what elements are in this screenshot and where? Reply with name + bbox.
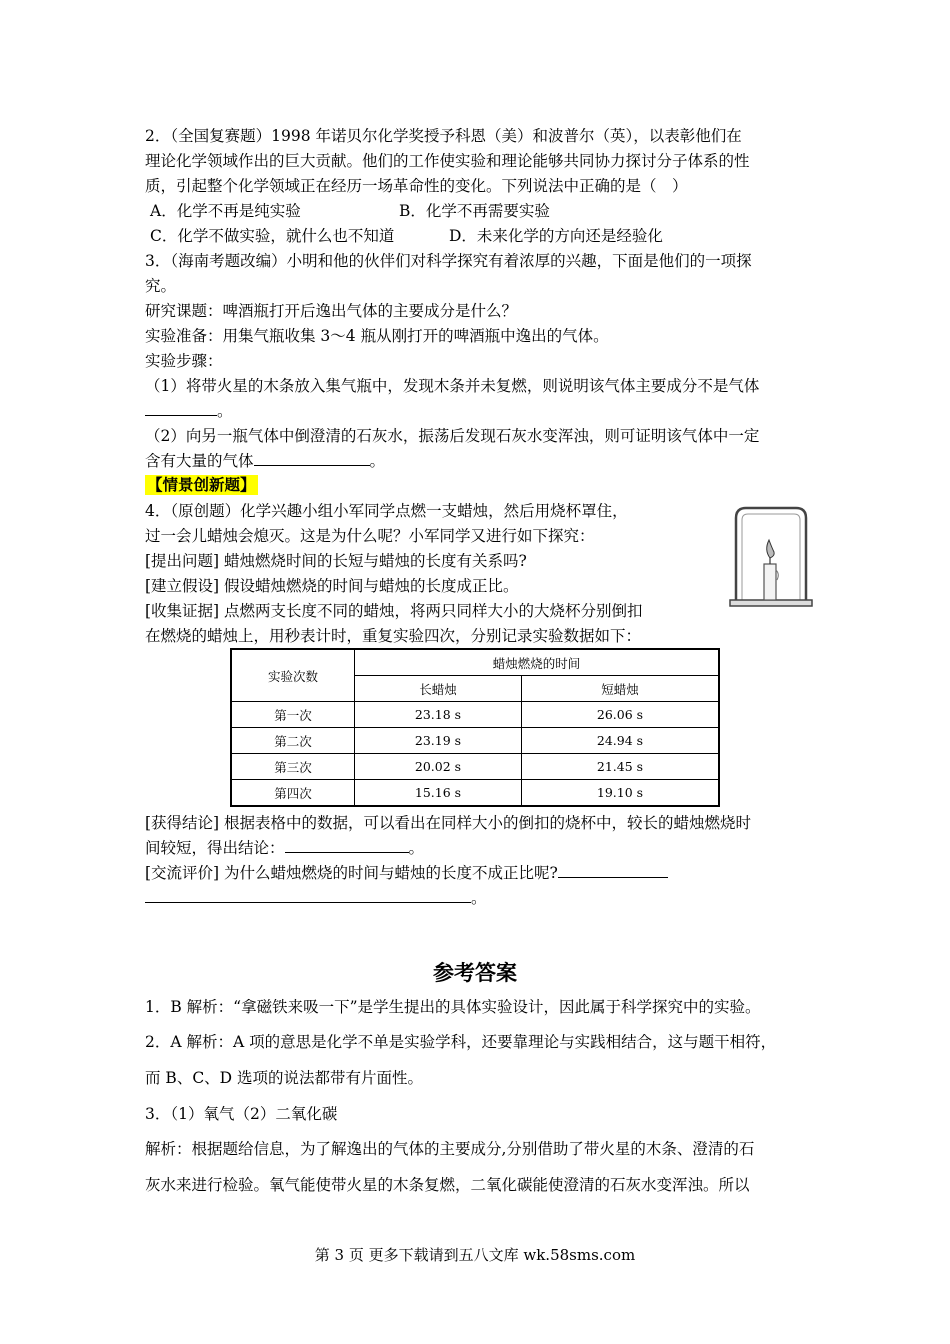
table-cell-long: 15.16 s: [355, 780, 522, 807]
answer-blank[interactable]: [558, 863, 668, 878]
answer-blank[interactable]: [285, 838, 409, 853]
q3-prep: 实验准备：用集气瓶收集 3～4 瓶从刚打开的啤酒瓶中逸出的气体。: [145, 327, 609, 345]
table-cell-short: 19.10 s: [522, 780, 720, 807]
q2-line-1: 2．（全国复赛题）1998 年诺贝尔化学奖授予科恩（美）和波普尔（英），以表彰他们在: [145, 127, 742, 145]
q3-step-2: （2）向另一瓶气体中倒澄清的石灰水，振荡后发现石灰水变浑浊，则可证明该气体中一定: [145, 427, 760, 445]
q4-eval-end: 。: [471, 889, 487, 907]
q3-topic: 研究课题：啤酒瓶打开后逸出气体的主要成分是什么？: [145, 302, 518, 320]
q3-line-1: 3．（海南考题改编）小明和他的伙伴们对科学探究有着浓厚的兴趣，下面是他们的一项探: [145, 252, 752, 270]
table-header-long: 长蜡烛: [355, 676, 522, 702]
table-cell-long: 20.02 s: [355, 754, 522, 780]
q4-hypothesis: [建立假设] 假设蜡烛燃烧的时间与蜡烛的长度成正比。: [145, 577, 519, 595]
q4-conclusion-end: 。: [408, 839, 425, 857]
q4-conclusion-1: [获得结论] 根据表格中的数据，可以看出在同样大小的倒扣的烧杯中，较长的蜡烛燃烧时: [145, 814, 752, 832]
candle-beaker-illustration: [728, 504, 814, 608]
q2-line-2: 理论化学领域作出的巨大贡献。他们的工作使实验和理论能够共同协力探讨分子体系的性: [145, 152, 750, 170]
q4-line-1: 4．（原创题）化学兴趣小组小军同学点燃一支蜡烛，然后用烧杯罩住，: [145, 502, 628, 520]
table-cell-trial: 第三次: [231, 754, 355, 780]
table-header-short: 短蜡烛: [522, 676, 720, 702]
q3-step-1: （1）将带火星的木条放入集气瓶中，发现木条并未复燃，则说明该气体主要成分不是气体: [145, 377, 760, 395]
table-row: [231, 754, 719, 780]
q2-line-3: 质，引起整个化学领域正在经历一场革命性的变化。下列说法中正确的是（ ）: [145, 177, 688, 195]
answer-blank[interactable]: [145, 888, 471, 903]
answer-2-line-2: 而 B、C、D 选项的说法都带有片面性。: [145, 1069, 424, 1087]
q3-line-2: 究。: [145, 277, 177, 295]
answer-3: 3．（1）氧气（2）二氧化碳: [145, 1105, 338, 1123]
q3-step-1-end: 。: [217, 402, 233, 420]
answer-3-explanation-1: 解析：根据题给信息，为了解逸出的气体的主要成分,分别借助了带火星的木条、澄清的石: [145, 1140, 755, 1158]
answer-blank[interactable]: [145, 401, 217, 416]
table-cell-trial: 第二次: [231, 728, 355, 754]
q4-evidence-1: [收集证据] 点燃两支长度不同的蜡烛，将两只同样大小的大烧杯分别倒扣: [145, 602, 643, 620]
q4-eval: [交流评价] 为什么蜡烛燃烧的时间与蜡烛的长度不成正比呢?: [145, 864, 558, 882]
q2-option-c: C．化学不做实验，就什么也不知道: [150, 227, 395, 245]
q4-conclusion-2: 间较短，得出结论：: [145, 839, 285, 857]
table-cell-long: 23.18 s: [355, 702, 522, 728]
q4-conclusion-2-line: [145, 838, 424, 858]
table-cell-trial: 第一次: [231, 702, 355, 728]
q4-line-2: 过一会儿蜡烛会熄灭。这是为什么呢？小军同学又进行如下探究：: [145, 527, 595, 545]
q4-evidence-2: 在燃烧的蜡烛上，用秒表计时，重复实验四次，分别记录实验数据如下：: [145, 627, 642, 645]
table-row: [231, 702, 719, 728]
answers-heading: 参考答案: [433, 960, 517, 985]
q3-steps: 实验步骤：: [145, 352, 223, 370]
table-cell-short: 26.06 s: [522, 702, 720, 728]
q3-step-2-text: 含有大量的气体: [145, 452, 254, 470]
section-tag: 【情景创新题】: [147, 475, 256, 494]
q2-option-a: A．化学不再是纯实验: [150, 202, 301, 220]
answer-2-line-1: 2．A 解析：A 项的意思是化学不单是实验学科，还要靠理论与实践相结合，这与题干相符，: [145, 1033, 777, 1051]
q2-option-b: B．化学不再需要实验: [399, 202, 550, 220]
q3-step-2-end: 。: [369, 452, 386, 470]
table-header-trials: 实验次数: [231, 649, 355, 702]
table-row: [231, 728, 719, 754]
q3-step-2-line-2: [145, 451, 385, 471]
table-cell-long: 23.19 s: [355, 728, 522, 754]
table-header-time: 蜡烛燃烧的时间: [355, 649, 720, 676]
table-cell-trial: 第四次: [231, 780, 355, 807]
answer-3-explanation-2: 灰水来进行检验。氧气能使带火星的木条复燃，二氧化碳能使澄清的石灰水变浑浊。所以: [145, 1176, 750, 1194]
answer-blank[interactable]: [254, 451, 370, 466]
q3-step-1-blank-line: [145, 401, 233, 421]
table-cell-short: 24.94 s: [522, 728, 720, 754]
table-cell-short: 21.45 s: [522, 754, 720, 780]
q4-eval-line-2: [145, 888, 487, 908]
answer-1: 1．B 解析：“拿磁铁来吸一下”是学生提出的具体实验设计，因此属于科学探究中的实验。: [145, 998, 761, 1016]
table-row: [231, 780, 719, 807]
q4-problem: [提出问题] 蜡烛燃烧时间的长短与蜡烛的长度有关系吗?: [145, 552, 527, 570]
q2-option-d: D．未来化学的方向还是经验化: [449, 227, 663, 245]
page-footer: 第 3 页 更多下载请到五八文库 wk.58sms.com: [314, 1246, 636, 1264]
q4-eval-line: [145, 863, 668, 883]
candle-data-table: [230, 648, 720, 807]
